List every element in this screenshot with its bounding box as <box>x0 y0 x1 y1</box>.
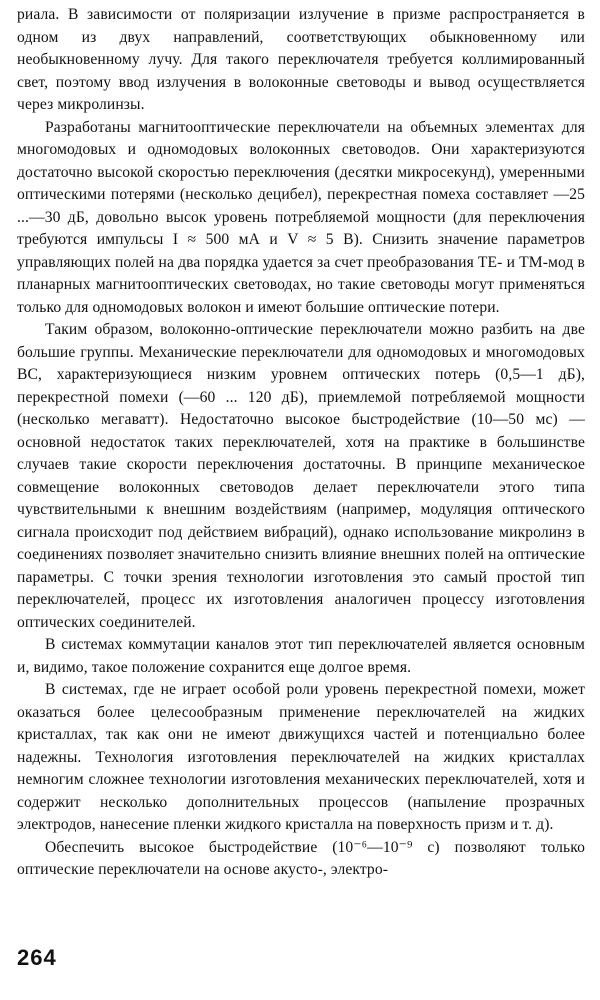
paragraph-6: Обеспечить высокое быстродействие (10⁻⁶—10⁻⁹ с) позволяют только оптические переключатели на основе акусто-, электро- <box>17 838 585 878</box>
page-text <box>17 4 585 882</box>
paragraph-3: Таким образом, волоконно-оптические переключатели можно разбить на две большие группы. Механические переключатели для одномодовых и многомодовых ВС, характеризующиеся низким уровнем оптических потерь (0,5—1 дБ), перекрестной помехи (—60 ... 120 дБ), приемлемой потребляемой мощности (несколько мегаватт). Недостаточно высокое быстродействие (10—50 мс) — основной недостаток таких переключателей, хотя на практике в большинстве случаев такие скорости переключения достаточны. В принципе механическое совмещение волоконных световодов делает переключатели этого типа чувствительными к внешним воздействиям (например, модуляция оптического сигнала происходит под действием вибраций), однако использование микролинз в соединениях позволяет значительно снизить влияние внешних полей на оптические параметры. С точки зрения технологии изготовления это самый простой тип переключателей, процесс их изготовления аналогичен процессу изготовления оптических соединителей. <box>17 321 585 631</box>
paragraph-5: В системах, где не играет особой роли уровень перекрестной помехи, может оказаться более целесообразным применение переключателей на жидких кристаллах, так как они не имеют движущихся частей и потенциально более надежны. Технология изготовления переключателей на жидких кристаллах немногим сложнее технологии изготовления механических переключателей, хотя и содержит несколько дополнительных процессов (напыление прозрачных электродов, нанесение пленки жидкого кристалла на поверхность призм и т. д). <box>17 681 585 833</box>
page-number: 264 <box>17 945 57 970</box>
paragraph-4: В системах коммутации каналов этот тип переключателей является основным и, видимо, такое положение сохранится еще долгое время. <box>17 636 585 676</box>
paragraph-2: Разработаны магнитооптические переключатели на объемных элементах для многомодовых и одномодовых волоконных световодов. Они характеризуются достаточно высокой скоростью переключения (десятки микросекунд), умеренными оптическими потерями (несколько децибел), перекрестная помеха составляет —25 ...—30 дБ, довольно высок уровень потребляемой мощности (для переключения требуются импульсы I ≈ 500 мА и V ≈ 5 В). Снизить значение параметров управляющих полей на два порядка удается за счет преобразования TE- и TM-мод в планарных магнитооптических световодах, но такие световоды могут применяться только для одномодовых волокон и имеют большие оптические потери. <box>17 118 585 316</box>
paragraph-1: риала. В зависимости от поляризации излучение в призме распространяется в одном из двух направлений, соответствующих обыкновенному или необыкновенному лучу. Для такого переключателя требуется коллимированный свет, поэтому ввод излучения в волоконные световоды и вывод осуществляется через микролинзы. <box>17 6 585 113</box>
